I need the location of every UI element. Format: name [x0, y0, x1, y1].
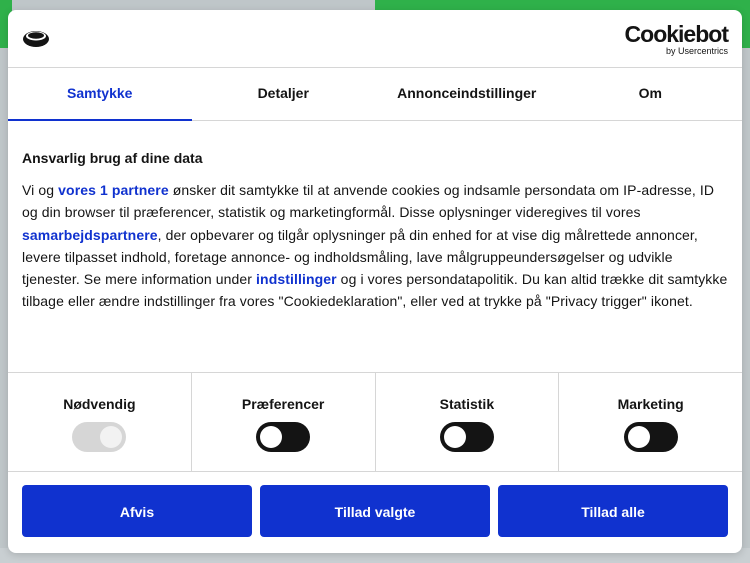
tab-detaljer[interactable]: Detaljer	[257, 85, 309, 101]
toggle-group-statistik	[375, 373, 559, 471]
toggle-knob	[100, 426, 122, 448]
description-text-1: Vi og	[22, 182, 59, 198]
description-text-4: og i vores persondatapolitik. Du kan altid trække dit samtykke tilbage eller ændre indstillinger fra vores "Cookiedeklaration", eller ved at trykke på "Privacy trigger" ikonet.	[22, 271, 728, 310]
action-buttons	[22, 485, 728, 537]
toggle-knob	[444, 426, 466, 448]
partners-link[interactable]: vores 1 partnere	[58, 182, 169, 198]
toggle-noedvendig	[72, 422, 126, 452]
tab-annonceindstillinger[interactable]: Annonceindstillinger	[397, 85, 537, 101]
cookiebot-brand-sub: by Usercentrics	[665, 46, 728, 56]
toggle-knob	[628, 426, 650, 448]
cookie-consent-dialog	[8, 10, 742, 553]
toggle-group-noedvendig	[8, 373, 191, 471]
description-text-2: ønsker dit samtykke til at anvende cookies og indsamle persondata om IP-adresse, ID og din browser til præferencer, statistik og marketingformål. Disse oplysninger videregives til vores	[22, 182, 715, 221]
dialog-header	[8, 10, 742, 68]
indstillinger-link[interactable]: indstillinger	[256, 271, 337, 288]
cookie-consent-icon	[21, 27, 51, 49]
toggle-praeferencer[interactable]	[256, 422, 310, 452]
cookiebot-brand-name: Cookiebot	[624, 21, 728, 47]
toggle-group-marketing	[558, 373, 742, 471]
samarbejdspartnere-link[interactable]: samarbejdspartnere	[22, 226, 158, 243]
cookiebot-logo[interactable]	[625, 23, 728, 56]
description-text-3: , der opbevarer og tilgår oplysninger på din enhed for at vise dig målrettede annoncer, levere tilpasset indhold, foretage annonce- og indholdsmåling, lave målgruppeundersøgelser og udvikle tjenester. Se mere information under	[22, 226, 698, 288]
content-title: Ansvarlig brug af dine data	[22, 150, 203, 166]
tab-samtykke[interactable]: Samtykke	[8, 68, 192, 120]
toggle-statistik[interactable]	[440, 422, 494, 452]
toggle-group-praeferencer	[191, 373, 375, 471]
allow-selected-button[interactable]: Tillad valgte	[260, 485, 490, 537]
content-fade	[8, 310, 742, 372]
toggle-label-statistik: Statistik	[439, 396, 495, 412]
allow-all-button[interactable]: Tillad alle	[498, 485, 728, 537]
consent-description	[22, 179, 728, 313]
toggle-label-praeferencer: Præferencer	[241, 396, 325, 412]
toggle-knob	[260, 426, 282, 448]
toggle-marketing[interactable]	[624, 422, 678, 452]
tab-om[interactable]: Om	[638, 85, 662, 101]
toggle-label-noedvendig: Nødvendig	[63, 396, 136, 412]
deny-button[interactable]: Afvis	[22, 485, 252, 537]
tab-bar	[8, 68, 742, 121]
toggle-label-marketing: Marketing	[617, 396, 684, 412]
consent-toggles	[8, 372, 742, 472]
